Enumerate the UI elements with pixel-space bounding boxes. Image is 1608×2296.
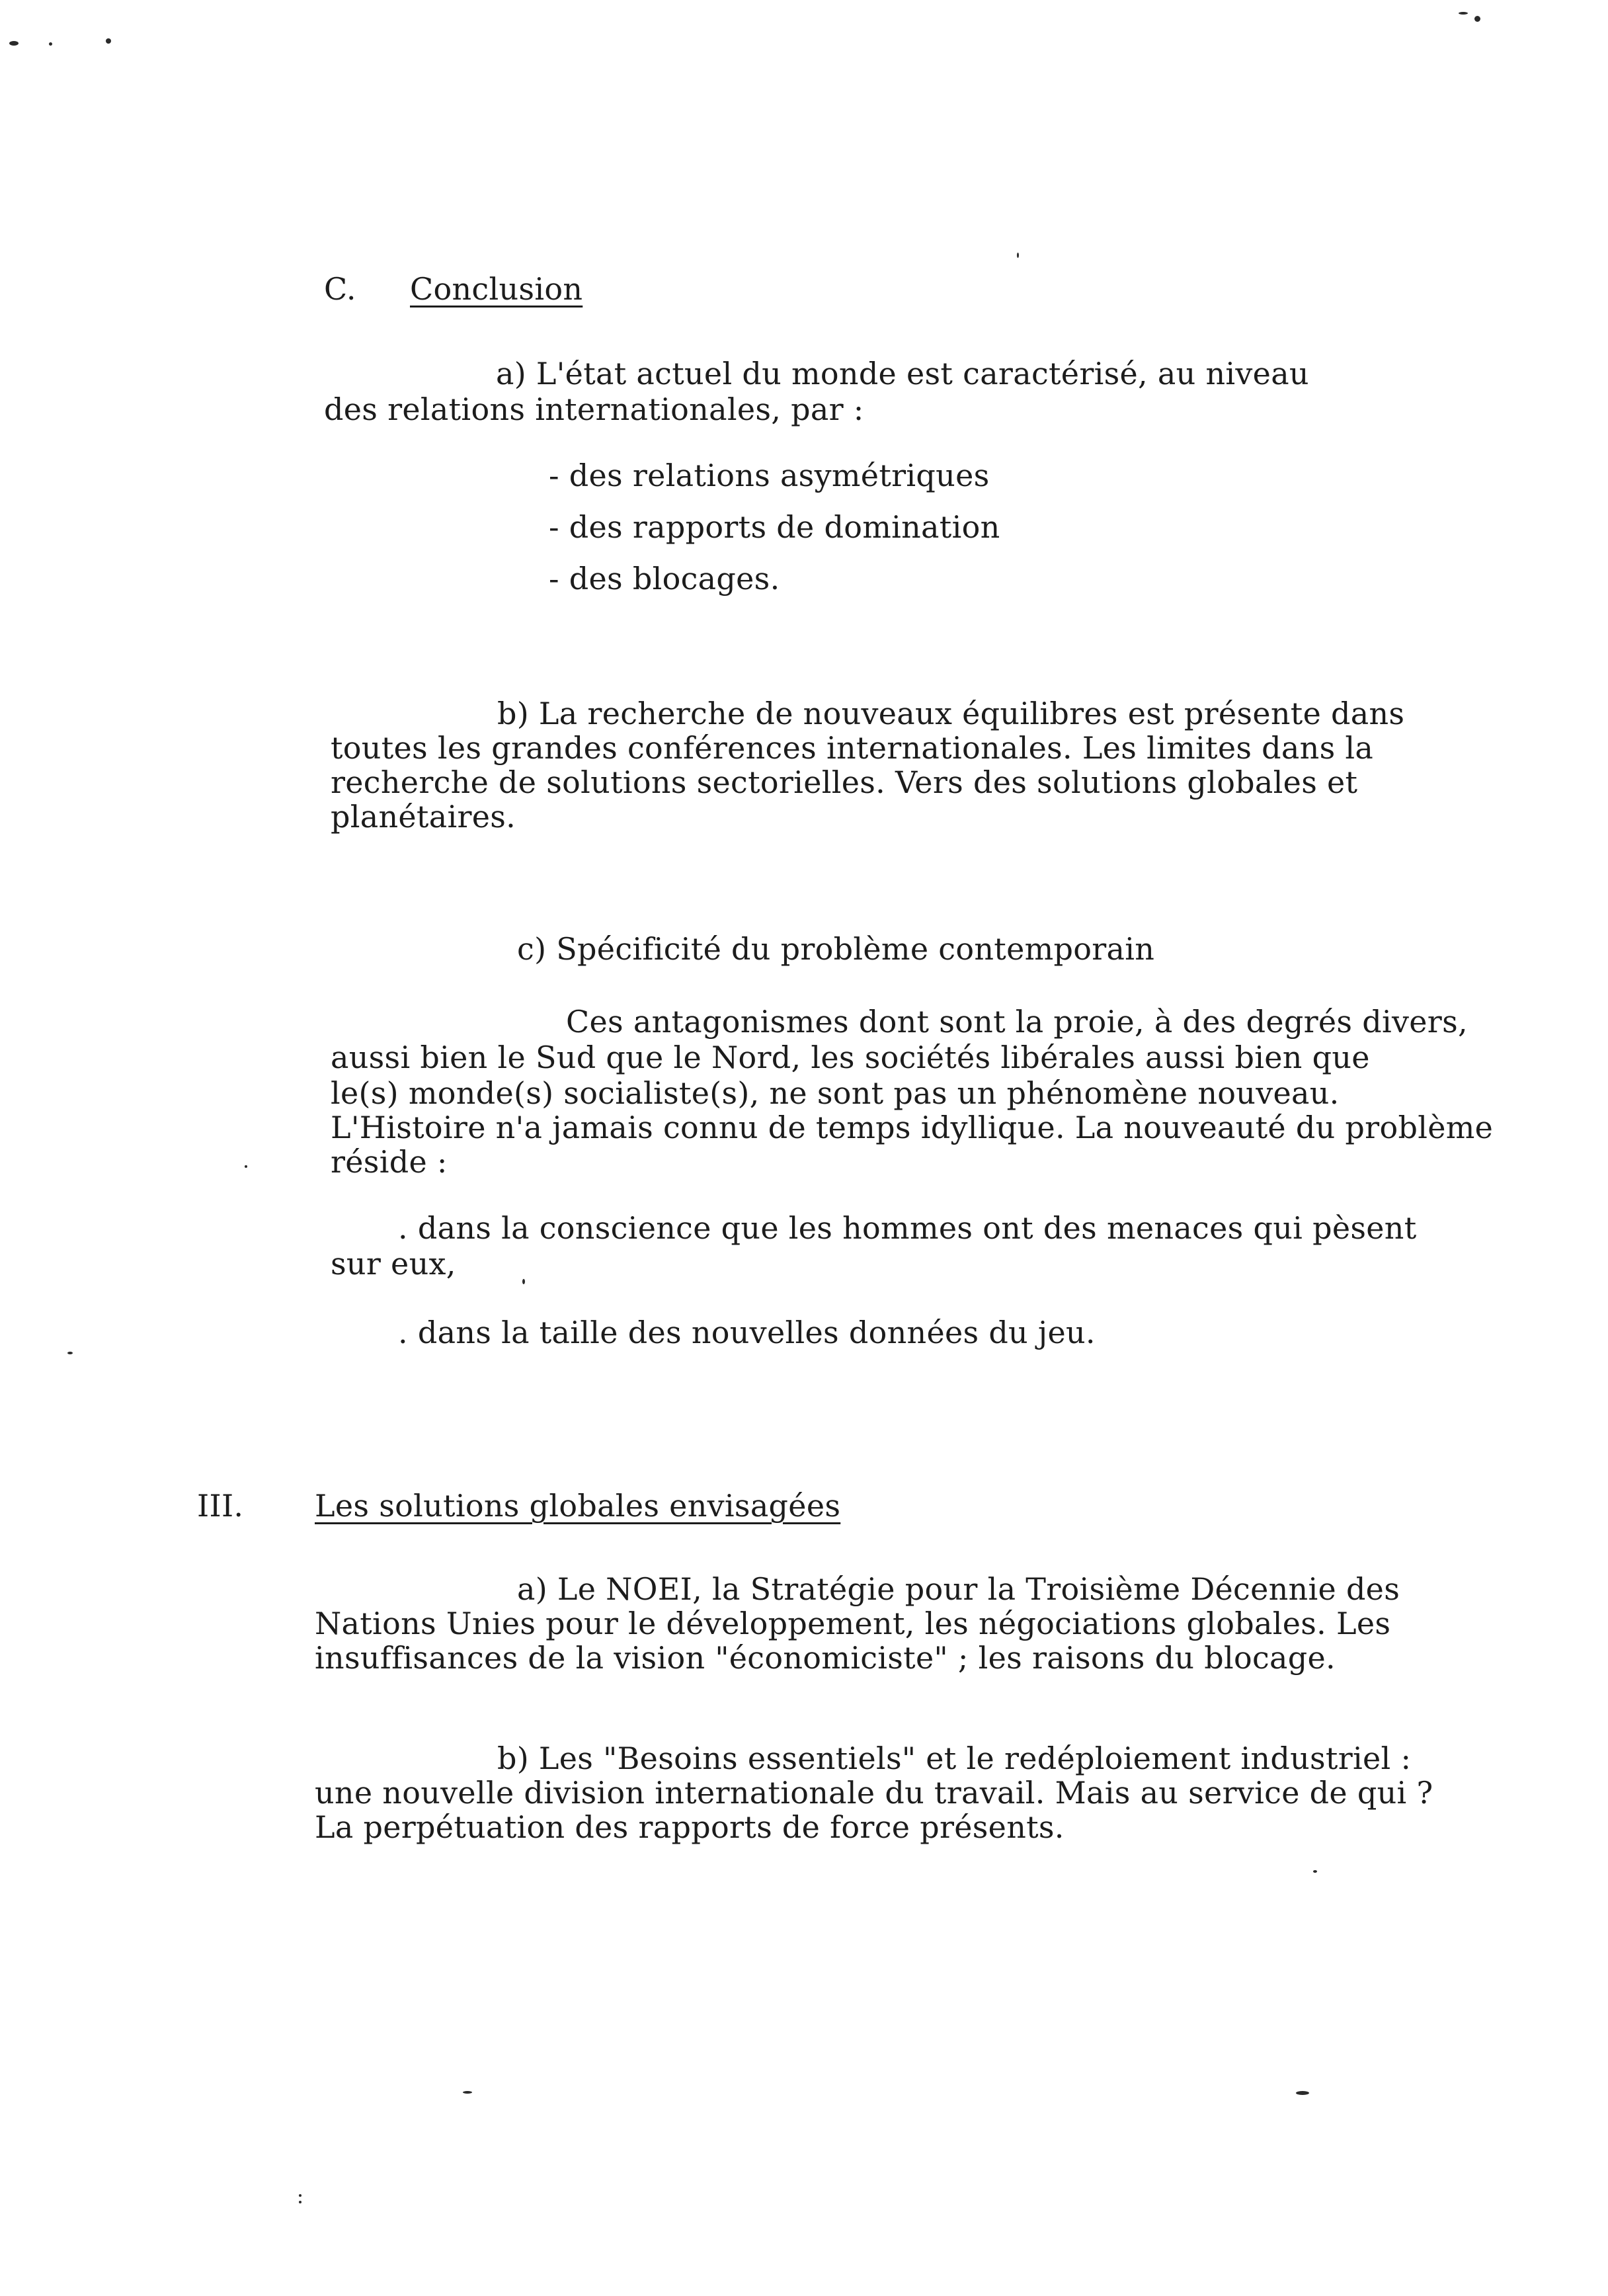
section-c-c-line-1: Ces antagonismes dont sont la proie, à des degrés divers,	[566, 1004, 1468, 1040]
section-c-a-line-1: a) L'état actuel du monde est caractérisé, au niveau	[496, 356, 1309, 391]
scan-speck	[1313, 1870, 1317, 1873]
scan-speck	[1017, 253, 1019, 258]
section-c-c-line-2: aussi bien le Sud que le Nord, les sociétés libérales aussi bien que	[331, 1040, 1370, 1075]
section-iii-b-line-1: b) Les "Besoins essentiels" et le redéploiement industriel :	[497, 1741, 1412, 1776]
section-iii-b-line-3: La perpétuation des rapports de force présents.	[315, 1809, 1065, 1845]
section-c-c-line-4: L'Histoire n'a jamais connu de temps idyllique. La nouveauté du problème	[331, 1110, 1494, 1145]
section-c-a-line-2: des relations internationales, par :	[324, 391, 864, 427]
section-iii-title: Les solutions globales envisagées	[315, 1488, 841, 1524]
section-iii-a-line-2: Nations Unies pour le développement, les négociations globales. Les	[315, 1606, 1391, 1641]
section-c-c-point-1-cont: sur eux,	[331, 1246, 456, 1282]
section-c-b-line-1: b) La recherche de nouveaux équilibres est présente dans	[497, 696, 1405, 731]
section-iii-number: III.	[197, 1488, 244, 1524]
scan-speck	[1474, 16, 1480, 22]
scan-speck	[299, 2201, 302, 2203]
scan-speck	[67, 1352, 73, 1354]
section-c-b-line-2: toutes les grandes conférences internationales. Les limites dans la	[331, 730, 1374, 766]
section-c-a-item-1: - des relations asymétriques	[549, 458, 990, 493]
scan-speck	[299, 2194, 302, 2197]
section-iii-a-line-1: a) Le NOEI, la Stratégie pour la Troisième Décennie des	[517, 1571, 1400, 1607]
scan-speck	[522, 1279, 525, 1284]
scan-speck	[1296, 2091, 1309, 2095]
section-c-a-item-2: - des rapports de domination	[549, 509, 1000, 545]
scan-speck	[1459, 12, 1468, 15]
section-c-number: C.	[324, 271, 356, 307]
section-c-b-line-3: recherche de solutions sectorielles. Vers des solutions globales et	[331, 764, 1358, 800]
section-iii-b-line-2: une nouvelle division internationale du travail. Mais au service de qui ?	[315, 1775, 1433, 1811]
section-iii-a-line-3: insuffisances de la vision "économiciste" ; les raisons du blocage.	[315, 1640, 1336, 1676]
section-c-title: Conclusion	[410, 271, 583, 307]
scan-speck	[49, 42, 52, 46]
section-c-c-heading: c) Spécificité du problème contemporain	[517, 931, 1155, 967]
section-c-b-line-4: planétaires.	[331, 799, 516, 835]
section-c-c-point-2: . dans la taille des nouvelles données du jeu.	[398, 1315, 1096, 1350]
scan-speck	[245, 1165, 247, 1168]
scan-speck	[463, 2091, 472, 2094]
scan-speck	[106, 38, 111, 44]
section-c-c-line-5: réside :	[331, 1144, 448, 1180]
section-c-c-line-3: le(s) monde(s) socialiste(s), ne sont pas un phénomène nouveau.	[331, 1075, 1340, 1111]
scan-speck	[9, 41, 19, 46]
section-c-a-item-3: - des blocages.	[549, 561, 780, 596]
section-c-c-point-1: . dans la conscience que les hommes ont des menaces qui pèsent	[398, 1210, 1417, 1246]
